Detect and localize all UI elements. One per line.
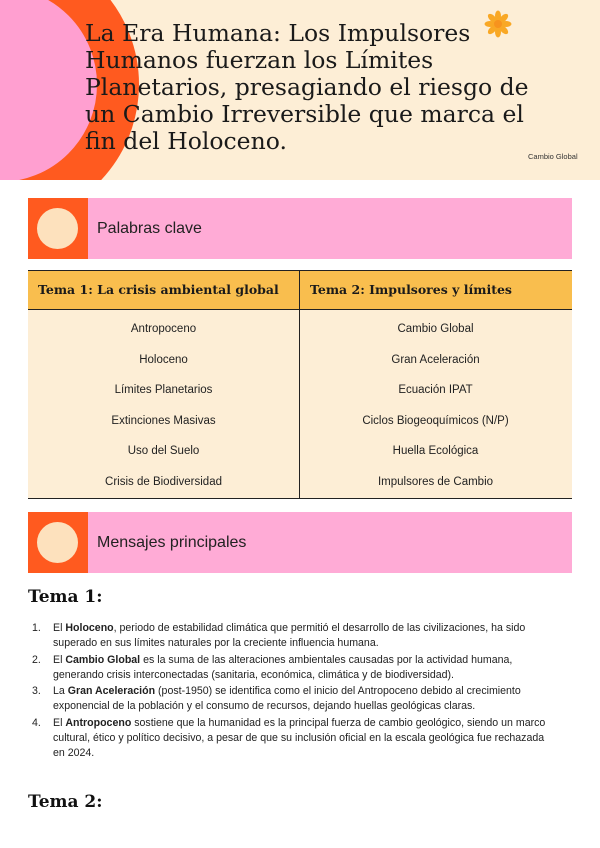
- keywords-column-tema1: [28, 318, 299, 502]
- table-cell: Extinciones Masivas: [111, 414, 216, 427]
- list-item: [28, 684, 558, 715]
- table-cell: Crisis de Biodiversidad: [105, 475, 222, 488]
- item-text: (post-1950) se identifica como el inicio del Antropoceno debido al crecimiento exponencial de la población y el consumo de recursos, dejando huellas geológicas claras.: [53, 685, 521, 713]
- item-key-term: Holoceno: [65, 622, 114, 634]
- band-square: [28, 198, 88, 259]
- item-key-term: Gran Aceleración: [67, 685, 156, 698]
- item-prefix: El: [53, 622, 66, 634]
- page-title: La Era Humana: Los Impulsores Humanos fuerzan los Límites Planetarios, presagiando el riesgo de un Cambio Irreversible que marca el fin del Holoceno.: [85, 19, 529, 155]
- messages-section-title: Mensajes principales: [97, 534, 247, 551]
- tema1-message-list: [28, 621, 558, 763]
- band-dot: [37, 522, 78, 563]
- item-prefix: La: [53, 685, 68, 698]
- category-tag: Cambio Global: [528, 152, 578, 161]
- table-cell: Ciclos Biogeoquímicos (N/P): [362, 414, 509, 427]
- list-number: 4.: [32, 716, 41, 729]
- item-text: sostiene que la humanidad es la principal fuerza de cambio geológico, siendo un marco cultural, ético y político decisivo, a pesar de que su inclusión oficial en la escala geológica fue rechazada en 2024.: [53, 716, 546, 760]
- column-header-tema1: Tema 1: La crisis ambiental global: [38, 282, 279, 297]
- header: [0, 0, 600, 180]
- table-cell: Ecuación IPAT: [398, 384, 473, 397]
- keywords-table: [28, 270, 572, 499]
- item-text: es la suma de las alteraciones ambientales causadas por la actividad humana, generando crisis interconectadas (sanitaria, económica, climática y de biodiversidad).: [53, 653, 513, 681]
- table-cell: Cambio Global: [397, 323, 474, 335]
- item-key-term: Cambio Global: [65, 653, 141, 666]
- list-item: [28, 716, 558, 762]
- keywords-section-header: [28, 198, 572, 259]
- list-number: 1.: [32, 622, 41, 634]
- item-prefix: El: [53, 653, 66, 666]
- table-cell: Gran Aceleración: [391, 353, 480, 366]
- list-number: 2.: [32, 653, 41, 666]
- item-key-term: Antropoceno: [65, 716, 132, 729]
- table-cell: Impulsores de Cambio: [377, 475, 494, 488]
- list-item: [28, 621, 558, 652]
- table-cell: Uso del Suelo: [127, 445, 200, 458]
- list-item: [28, 653, 558, 684]
- tema2-heading: Tema 2:: [28, 792, 103, 812]
- column-header-tema2: Tema 2: Impulsores y límites: [310, 282, 512, 297]
- list-number: 3.: [32, 685, 41, 698]
- table-cell: Límites Planetarios: [114, 384, 213, 397]
- table-cell: Antropoceno: [130, 323, 197, 335]
- flower-icon: [484, 10, 512, 38]
- tema1-heading: Tema 1:: [28, 587, 103, 607]
- table-cell: Huella Ecológica: [392, 445, 479, 458]
- keywords-column-tema2: [300, 318, 571, 502]
- item-prefix: El: [53, 716, 66, 729]
- item-text: , periodo de estabilidad climática que permitió el desarrollo de las civilizaciones, ha sido superado en sus límites naturales por la creciente influencia humana.: [53, 622, 526, 650]
- band-dot: [37, 208, 78, 249]
- keywords-section-title: Palabras clave: [97, 220, 202, 237]
- band-square: [28, 512, 88, 573]
- table-cell: Holoceno: [139, 353, 188, 366]
- table-header-row: [28, 271, 572, 310]
- messages-section-header: [28, 512, 572, 573]
